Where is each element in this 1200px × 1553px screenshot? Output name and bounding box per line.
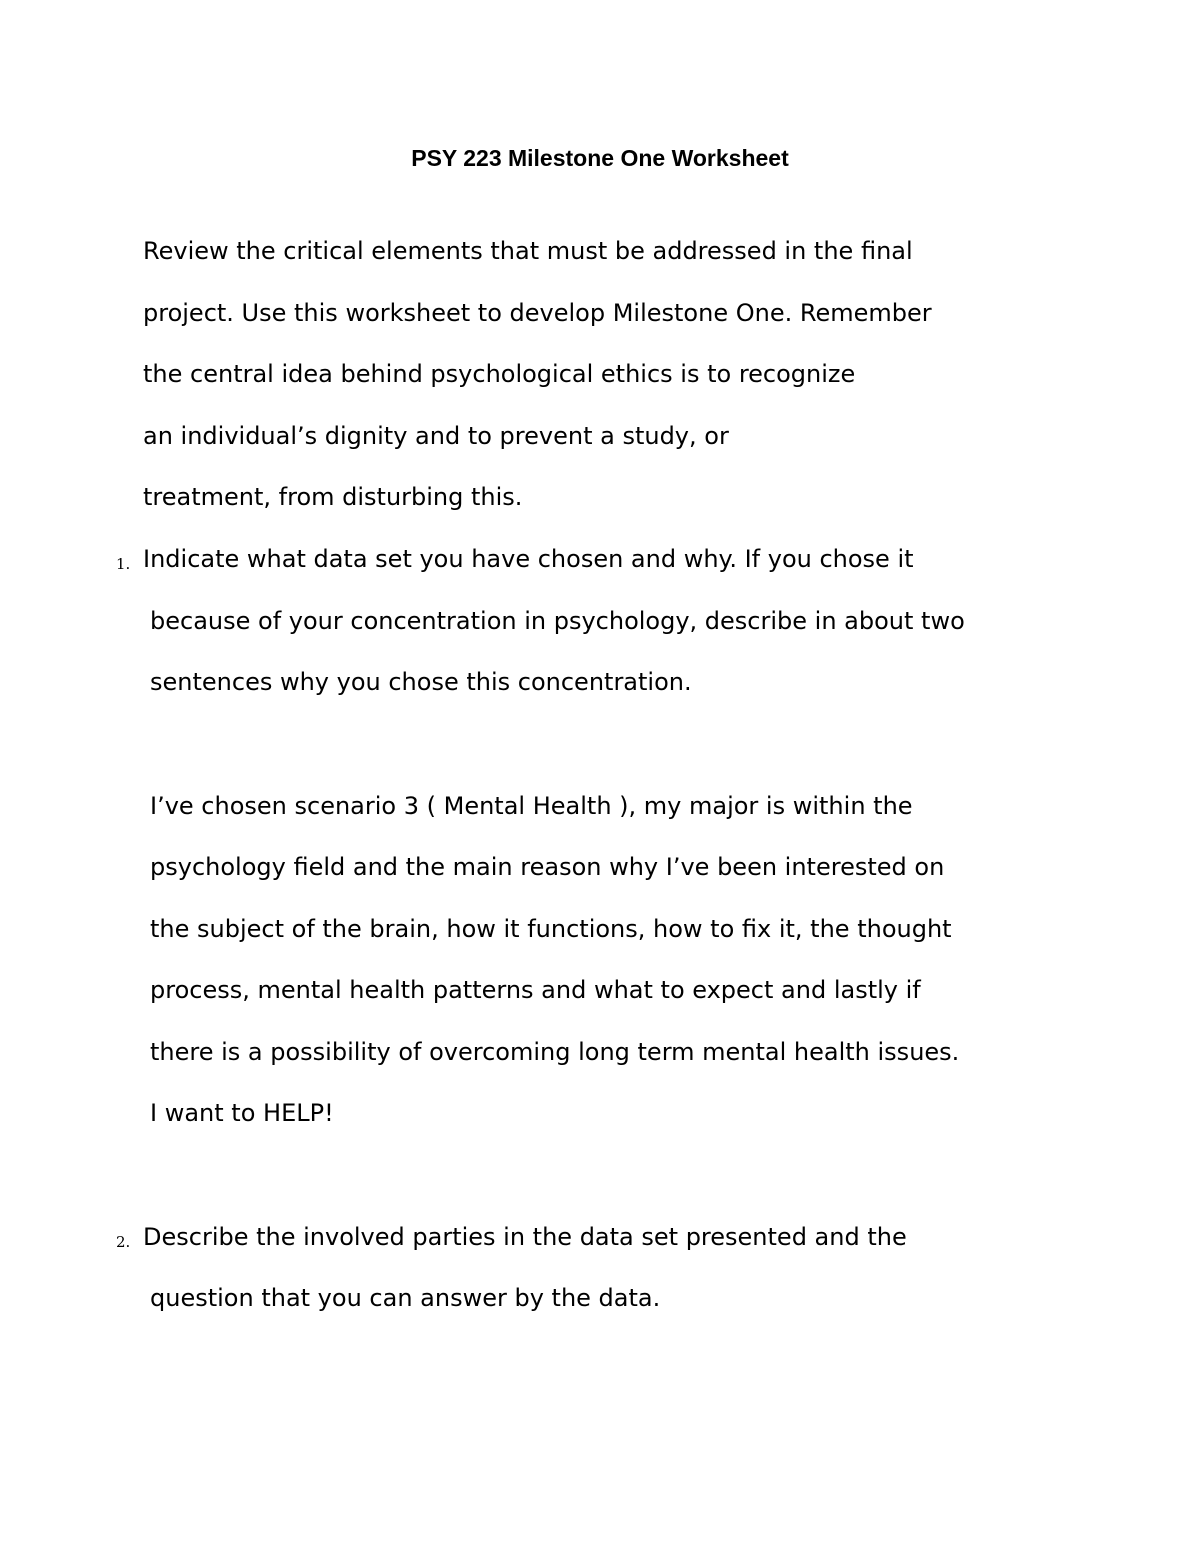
question-2-line: Describe the involved parties in the data set presented and the	[143, 1223, 907, 1251]
question-2-number: 2.	[116, 1233, 131, 1251]
question-1-line: Indicate what data set you have chosen and why. If you chose it	[143, 545, 914, 573]
intro-line: the central idea behind psychological ethics is to recognize	[143, 360, 856, 388]
answer-1-line: I’ve chosen scenario 3 ( Mental Health ), my major is within the	[150, 792, 913, 820]
answer-1-line: I want to HELP!	[150, 1099, 334, 1127]
intro-line: treatment, from disturbing this.	[143, 483, 523, 511]
answer-1-line: psychology field and the main reason why I’ve been interested on	[150, 853, 945, 881]
intro-line: an individual’s dignity and to prevent a study, or	[143, 422, 729, 450]
question-1-number: 1.	[116, 555, 131, 573]
answer-1-line: the subject of the brain, how it functions, how to fix it, the thought	[150, 915, 952, 943]
question-1-line: sentences why you chose this concentration.	[150, 668, 692, 696]
answer-1-line: there is a possibility of overcoming long term mental health issues.	[150, 1038, 960, 1066]
answer-1-line: process, mental health patterns and what to expect and lastly if	[150, 976, 921, 1004]
question-1-line: because of your concentration in psychology, describe in about two	[150, 607, 965, 635]
page-title: PSY 223 Milestone One Worksheet	[411, 145, 789, 171]
intro-line: Review the critical elements that must be addressed in the final	[143, 237, 913, 265]
intro-line: project. Use this worksheet to develop Milestone One. Remember	[143, 299, 932, 327]
question-2-line: question that you can answer by the data.	[150, 1284, 661, 1312]
